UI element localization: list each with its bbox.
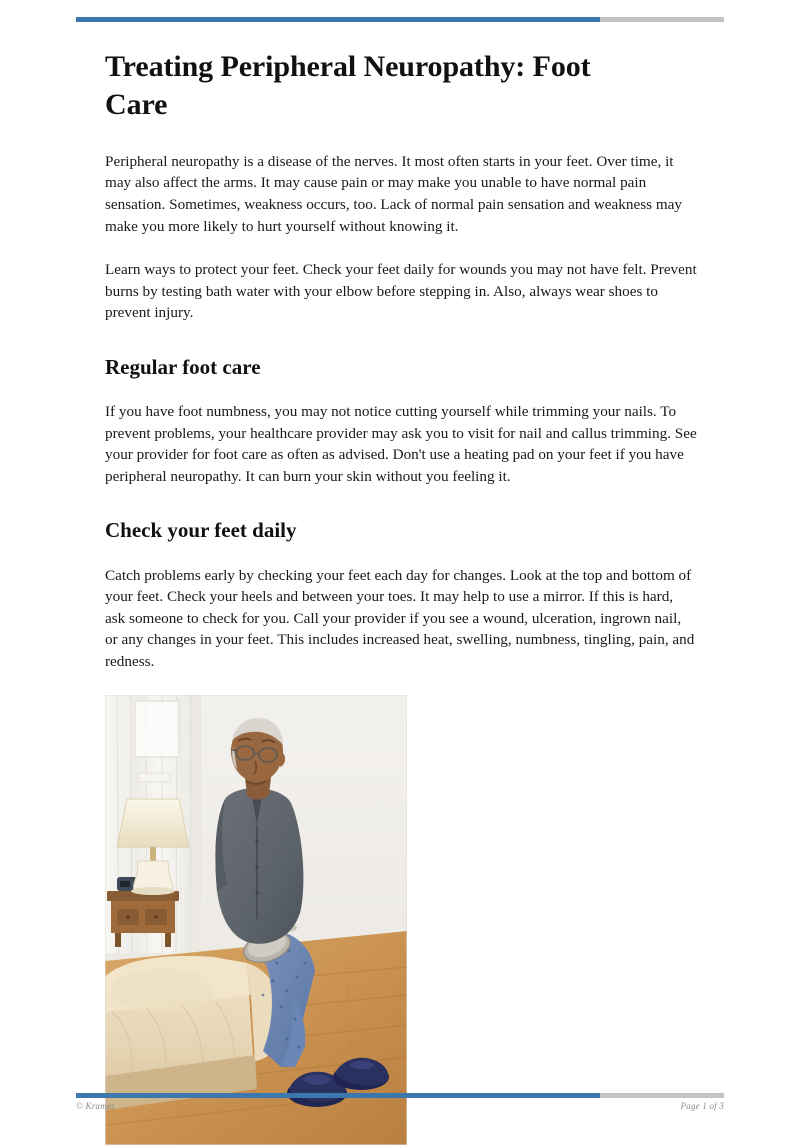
footer-rule-blue-segment [76, 1093, 600, 1098]
document-body [105, 48, 697, 1145]
intro-paragraph-2: Learn ways to protect your feet. Check your feet daily for wounds you may not have felt. Prevent burns by testing bath water with your elbow before stepping in. Also, always wear shoes to prevent injury. [105, 261, 697, 322]
section-heading-regular-foot-care: Regular foot care [105, 354, 261, 379]
header-rule-blue-segment [76, 17, 600, 22]
foot-check-photo-graphic [105, 695, 407, 1145]
foot-check-photo [105, 695, 407, 1145]
footer-rule-gray-segment [600, 1093, 724, 1098]
page-footer [76, 1101, 724, 1111]
footer-copyright: © Krames [76, 1101, 115, 1111]
page-title: Treating Peripheral Neuropathy: Foot Care [105, 50, 591, 122]
section-body-regular-foot-care: If you have foot numbness, you may not notice cutting yourself while trimming your nails. To prevent problems, your healthcare provider may ask you to visit for nail and callus trimming. See your provider for foot care as often as advised. Don't use a heating pad on your feet if you have peripheral neuropathy. It can burn your skin without you feeling it. [105, 403, 697, 485]
intro-paragraph-1: Peripheral neuropathy is a disease of the nerves. It most often starts in your feet. Over time, it may also affect the arms. It may cause pain or may make you unable to have normal pain sensation. Sometimes, weakness occurs, too. Lack of normal pain sensation and weakness may make you more likely to hurt yourself without knowing it. [105, 152, 682, 235]
section-heading-check-your-feet-daily: Check your feet daily [105, 518, 297, 543]
footer-rule [76, 1093, 724, 1098]
header-rule-gray-segment [600, 17, 724, 22]
header-rule [76, 17, 724, 22]
footer-page-number: Page 1 of 3 [680, 1101, 724, 1111]
section-body-check-your-feet-daily: Catch problems early by checking your feet each day for changes. Look at the top and bottom of your feet. Check your heels and between your toes. It may help to use a mirror. If this is hard, ask someone to check for you. Call your provider if you see a wound, ulceration, ingrown nail, or any changes in your feet. This includes increased heat, swelling, numbness, tingling, pain, and redness. [105, 566, 695, 671]
